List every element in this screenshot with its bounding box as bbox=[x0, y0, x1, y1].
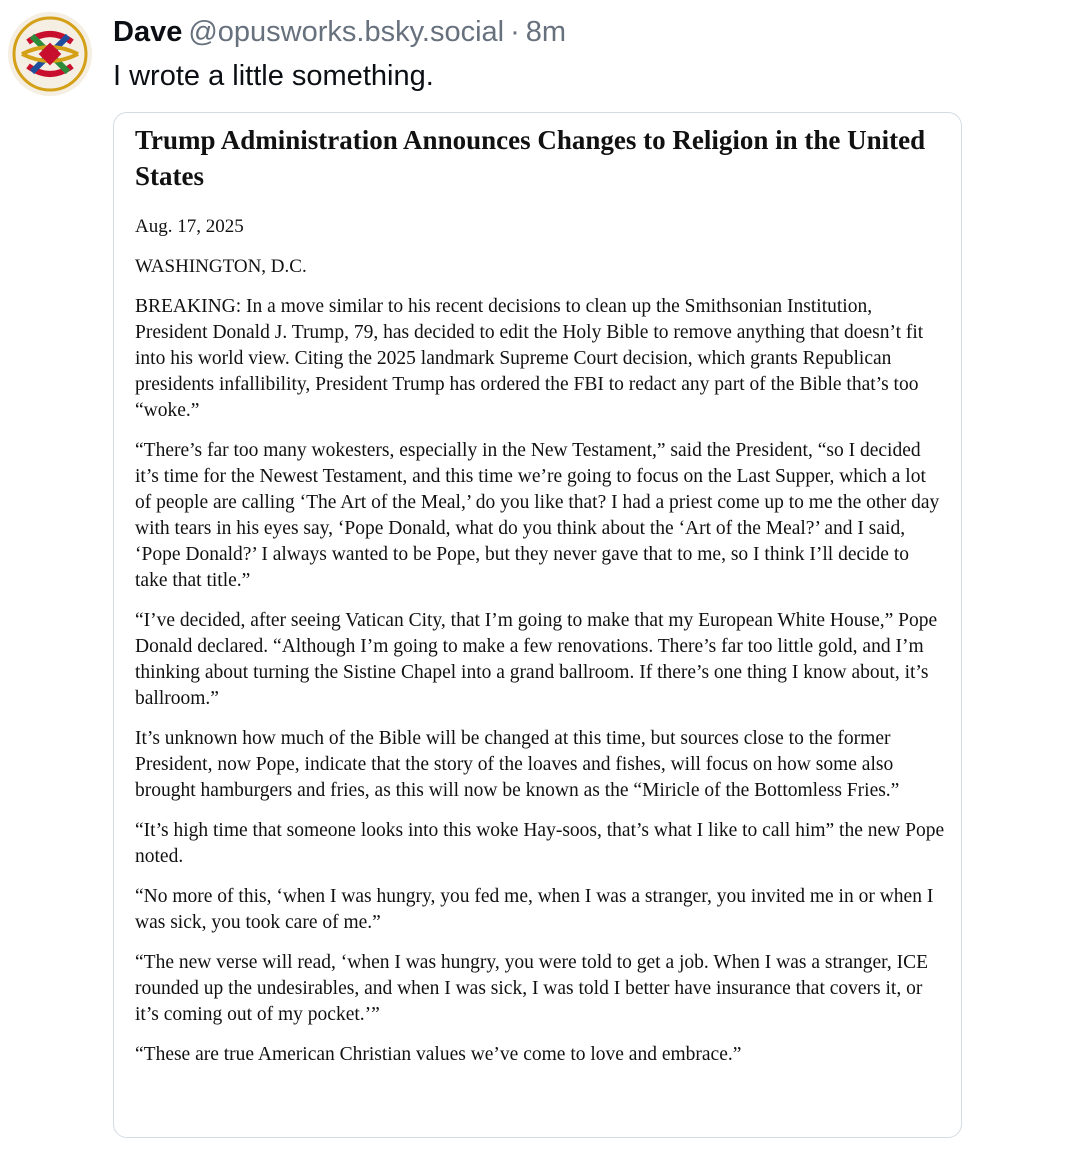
author-avatar[interactable] bbox=[8, 12, 92, 96]
post-text: I wrote a little something. bbox=[113, 60, 434, 92]
article-dateline: WASHINGTON, D.C. bbox=[135, 256, 307, 277]
monogram-logo-icon bbox=[8, 12, 92, 96]
article-document bbox=[135, 123, 945, 1068]
post-timestamp[interactable]: 8m bbox=[525, 16, 567, 48]
article-paragraph: “The new verse will read, ‘when I was hungry, you were told to get a job. When I was a stranger, ICE rounded up the undesirables, and when I was sick, I was told I better have insurance that covers it, or it’s coming out of my pocket.’” bbox=[135, 952, 929, 1025]
article-paragraph: “These are true American Christian values we’ve come to love and embrace.” bbox=[135, 1044, 742, 1065]
author-display-name[interactable]: Dave bbox=[113, 16, 183, 48]
article-paragraph: It’s unknown how much of the Bible will be changed at this time, but sources close to the former President, now Pope, indicate that the story of the loaves and fishes, will focus on how some also brought hamburgers and fries, as this will now be known as the “Miricle of the Bottomless Fries.” bbox=[135, 728, 900, 801]
article-paragraph: “There’s far too many wokesters, especially in the New Testament,” said the President, “so I decided it’s time for the Newest Testament, and this time we’re going to focus on the Last Supper, which a lot of people are calling ‘The Art of the Meal,’ do you like that? I had a priest come up to me the other day with tears in his eyes say, ‘Pope Donald, what do you think about the ‘Art of the Meal?’ and I said, ‘Pope Donald?’ I always wanted to be Pope, but they never gave that to me, so I think I’ll decide to take that title.” bbox=[135, 440, 940, 591]
article-title: Trump Administration Announces Changes to Religion in the United States bbox=[135, 125, 926, 191]
article-paragraph: BREAKING: In a move similar to his recent decisions to clean up the Smithsonian Institution, President Donald J. Trump, 79, has decided to edit the Holy Bible to remove anything that doesn’t fit into his world view. Citing the 2025 landmark Supreme Court decision, which grants Republican presidents infallibility, President Trump has ordered the FBI to redact any part of the Bible that’s too “woke.” bbox=[135, 296, 924, 421]
post-header bbox=[113, 14, 566, 50]
author-handle[interactable]: @opusworks.bsky.social bbox=[188, 16, 505, 48]
article-paragraph: “I’ve decided, after seeing Vatican City, that I’m going to make that my European White House,” Pope Donald declared. “Although I’m going to make a few renovations. There’s far too little gold, and I’m thinking about turning the Sistine Chapel into a grand ballroom. If there’s one thing I know about, it’s ballroom.” bbox=[135, 610, 938, 709]
article-paragraph: “No more of this, ‘when I was hungry, you fed me, when I was a stranger, you invited me in or when I was sick, you took care of me.” bbox=[135, 886, 934, 933]
embedded-image-card[interactable] bbox=[113, 112, 962, 1138]
article-date: Aug. 17, 2025 bbox=[135, 216, 244, 237]
separator-dot: · bbox=[510, 16, 520, 48]
article-paragraph: “It’s high time that someone looks into this woke Hay-soos, that’s what I like to call him” the new Pope noted. bbox=[135, 820, 945, 867]
